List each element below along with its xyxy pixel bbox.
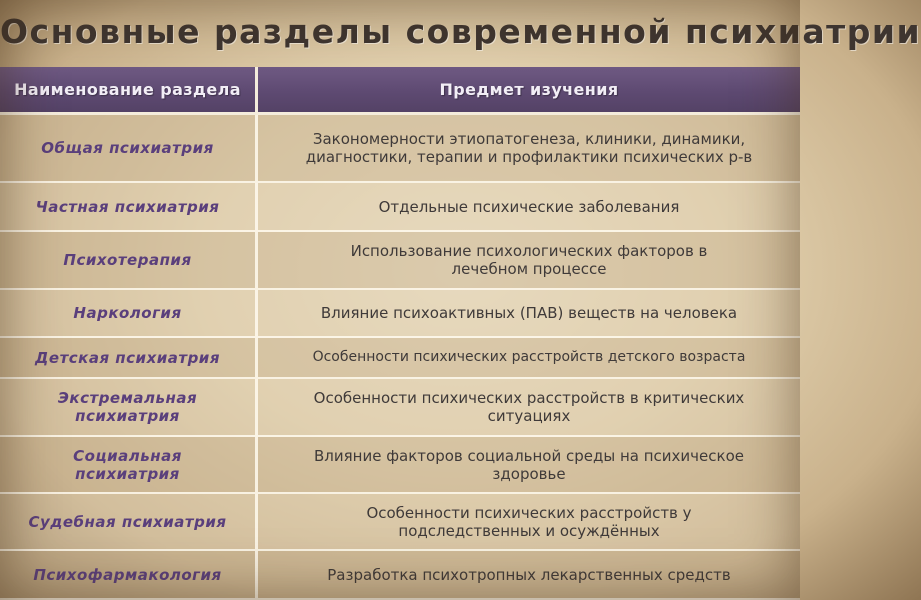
section-name-psychotherapy: Психотерапия xyxy=(0,232,258,290)
section-subject-particular: Отдельные психические заболевания xyxy=(258,183,800,232)
section-subject-psychopharmacology: Разработка психотропных лекарственных средств xyxy=(258,551,800,600)
section-name-narcology: Наркология xyxy=(0,290,258,338)
section-name-psychopharmacology: Психофармакология xyxy=(0,551,258,600)
section-name-general: Общая психиатрия xyxy=(0,115,258,183)
section-subject-psychotherapy: Использование психологических факторов в лечебном процессе xyxy=(258,232,800,290)
section-subject-general: Закономерности этиопатогенеза, клиники, динамики, диагностики, терапии и профилактики психических р-в xyxy=(258,115,800,183)
section-name-particular: Частная психиатрия xyxy=(0,183,258,232)
section-subject-social: Влияние факторов социальной среды на психическое здоровье xyxy=(258,437,800,494)
column-header-name: Наименование раздела xyxy=(0,67,258,115)
section-name-extreme: Экстремальная психиатрия xyxy=(0,379,258,437)
section-name-forensic: Судебная психиатрия xyxy=(0,494,258,551)
sections-table xyxy=(0,67,800,600)
page-title: Основные разделы современной психиатрии xyxy=(0,12,921,51)
section-subject-narcology: Влияние психоактивных (ПАВ) веществ на человека xyxy=(258,290,800,338)
section-subject-extreme: Особенности психических расстройств в критических ситуациях xyxy=(258,379,800,437)
column-header-subject: Предмет изучения xyxy=(258,67,800,115)
section-name-social: Социальная психиатрия xyxy=(0,437,258,494)
section-name-child: Детская психиатрия xyxy=(0,338,258,379)
section-subject-child: Особенности психических расстройств детского возраста xyxy=(258,338,800,379)
section-subject-forensic: Особенности психических расстройств у подследственных и осуждённых xyxy=(258,494,800,551)
